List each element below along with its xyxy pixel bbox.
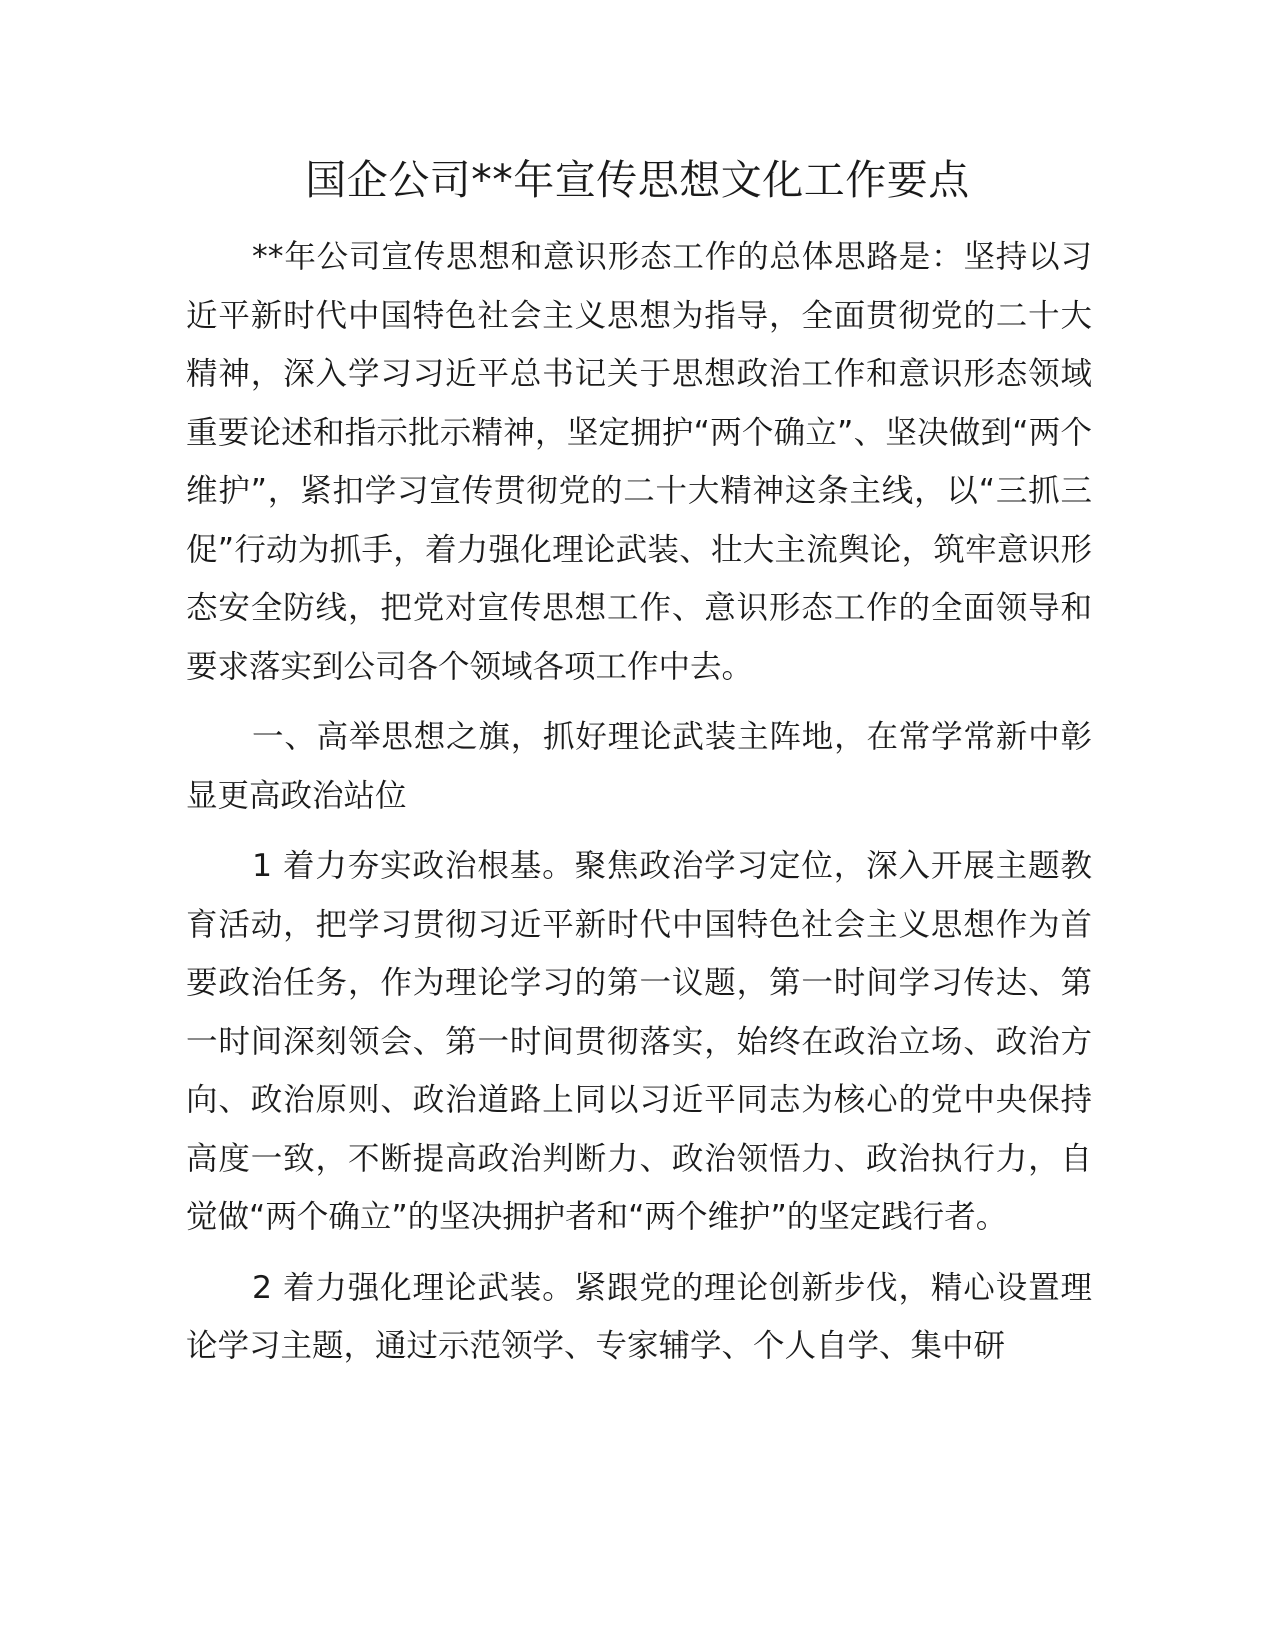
intro-paragraph: **年公司宣传思想和意识形态工作的总体思路是：坚持以习近平新时代中国特色社会主义思想为指导，全面贯彻党的二十大精神，深入学习习近平总书记关于思想政治工作和意识形态领域重要论述和指示批示精神，坚定拥护“两个确立”、坚决做到“两个维护”，紧扣学习宣传贯彻党的二十大精神这条主线，以“三抓三促”行动为抓手，着力强化理论武装、壮大主流舆论，筑牢意识形态安全防线，把党对宣传思想工作、意识形态工作的全面领导和要求落实到公司各个领域各项工作中去。 bbox=[186, 239, 1092, 685]
document-body bbox=[186, 228, 1092, 1376]
section-heading-1: 一、高举思想之旗，抓好理论武装主阵地，在常学常新中彰显更高政治站位 bbox=[186, 719, 1092, 814]
item-paragraph-1: 1 着力夯实政治根基。聚焦政治学习定位，深入开展主题教育活动，把学习贯彻习近平新时代中国特色社会主义思想作为首要政治任务，作为理论学习的第一议题，第一时间学习传达、第一时间深刻领会、第一时间贯彻落实，始终在政治立场、政治方向、政治原则、政治道路上同以习近平同志为核心的党中央保持高度一致，不断提高政治判断力、政治领悟力、政治执行力，自觉做“两个确立”的坚决拥护者和“两个维护”的坚定践行者。 bbox=[186, 848, 1092, 1235]
document-title: 国企公司**年宣传思想文化工作要点 bbox=[305, 156, 970, 204]
item-paragraph-2: 2 着力强化理论武装。紧跟党的理论创新步伐，精心设置理论学习主题，通过示范领学、专家辅学、个人自学、集中研 bbox=[186, 1269, 1092, 1364]
